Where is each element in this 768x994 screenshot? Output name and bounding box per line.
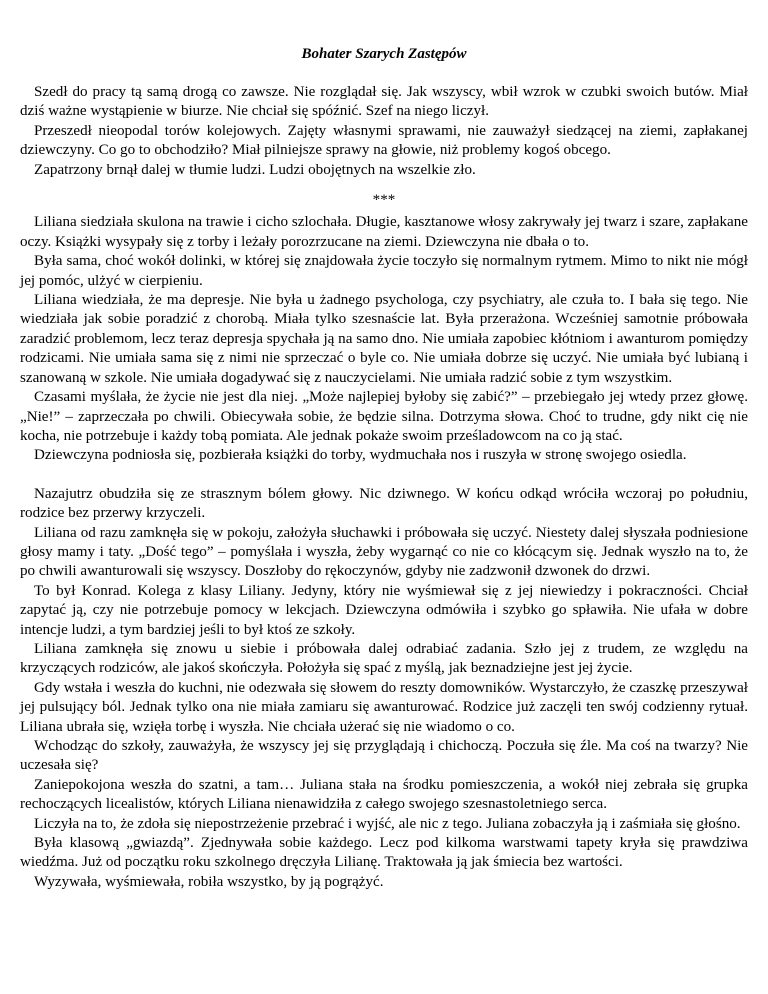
section-gap [20,466,748,485]
paragraph: Przeszedł nieopodal torów kolejowych. Zajęty własnymi sprawami, nie zauważył siedzącej na ziemi, zapłakanej dziewczyny. Co go to obchodziło? Miał pilniejsze sprawy na głowie, niż problemy kogoś obcego. [20,122,748,159]
paragraph: Szedł do pracy tą samą drogą co zawsze. Nie rozglądał się. Jak wszyscy, wbił wzrok w czubki swoich butów. Miał dziś ważne wystąpienie w biurze. Nie chciał się spóźnić. Szef na niego liczył. [20,84,748,120]
paragraph: Wyzywała, wyśmiewała, robiła wszystko, by ją pogrążyć. [34,873,384,890]
paragraph: Nazajutrz obudziła się ze strasznym bólem głowy. Nic dziwnego. W końcu odkąd wróciła wczoraj po południu, rodzice bez przerwy krzyczeli. [20,485,748,522]
paragraph: Liliana od razu zamknęła się w pokoju, założyła słuchawki i próbowała się uczyć. Niestety dalej słyszała podniesione głosy mamy i taty. „Dość tego” – pomyślała i wyszła, żeby wygarnąć co nie co kłócącym się. Jednak wyszło na to, że po chwili awanturowali się wszyscy. Doszłoby do rękoczynów, gdyby nie zadzwonił dzwonek do drzwi. [20,524,748,580]
paragraph: Była klasową „gwiazdą”. Zjednywała sobie każdego. Lecz pod kilkoma warstwami tapety kryła się prawdziwa wiedźma. Już od początku roku szkolnego dręczyła Lilianę. Traktowała ją jak śmiecia bez wartości. [20,835,748,871]
section-separator: *** [372,192,396,209]
paragraph: Była sama, choć wokół dolinki, w której się znajdowała życie toczyło się normalnym rytmem. Mimo to nikt nie mógł jej pomóc, ulżyć w cierpieniu. [20,253,748,289]
paragraph: Czasami myślała, że życie nie jest dla niej. „Może najlepiej byłoby się zabić?” – przebiegało jej wtedy przez głowę. „Nie!” – zaprzeczała po chwili. Obiecywała sobie, że będzie silna. Dotrzyma słowa. Choć to trudne, gdy nikt cię nie kocha, nie potrzebuje i każdy tobą pomiata. Ale jednak pokaże swoim prześladowcom na co ją stać. [20,389,748,444]
paragraph: Liliana siedziała skulona na trawie i cicho szlochała. Długie, kasztanowe włosy zakrywały jej twarz i szare, zapłakane oczy. Książki wysypały się z torby i leżały porozrzucane na ziemi. Dziewczyna nie dbała o to. [20,214,748,250]
paragraph: Liczyła na to, że zdoła się niepostrzeżenie przebrać i wyjść, ale nic z tego. Juliana zobaczyła ją i zaśmiała się głośno. [34,815,741,832]
paragraph: Gdy wstała i weszła do kuchni, nie odezwała się słowem do reszty domowników. Wystarczyło, że czaszkę przeszywał jej pulsujący ból. Jednak tylko ona nie miała zamiaru się awanturować. Rodzice już zaczęli ten swój codzienny rytuał. Liliana ubrała się, wzięła torbę i wyszła. Nie chciała użerać się nie wiadomo o co. [20,679,748,735]
paragraph: Zapatrzony brnął dalej w tłumie ludzi. Ludzi obojętnych na wszelkie zło. [34,161,476,178]
paragraph: Dziewczyna podniosła się, pozbierała książki do torby, wydmuchała nos i ruszyła w stronę swojego osiedla. [34,447,687,464]
paragraph: Zaniepokojona weszła do szatni, a tam… Juliana stała na środku pomieszczenia, a wokół niej zebrała się grupka rechoczących licealistów, których Liliana nienawidziła z całego swojego szesnastoletniego serca. [20,776,748,813]
document-title: Bohater Szarych Zastępów [301,46,467,62]
paragraph: To był Konrad. Kolega z klasy Liliany. Jedyny, który nie wyśmiewał się z jej niewiedzy i pokraczności. Chciał zapytać ją, czy nie potrzebuje pomocy w lekcjach. Dziewczyna odmówiła i szybko go spławiła. Nie ufała w dobre intencje ludzi, a tym bardziej jeśli to był ktoś ze szkoły. [20,582,748,638]
document-body [20,83,748,892]
paragraph: Liliana wiedziała, że ma depresje. Nie była u żadnego psychologa, czy psychiatry, ale czuła to. I bała się tego. Nie wiedziała jak sobie poradzić z chorobą. Miała tylko szesnaście lat. Była przerażona. Wcześniej samotnie próbowała zaradzić problemom, lecz teraz depresja spychała ją na samo dno. Nie umiała zapobiec kłótniom i awanturom pomiędzy rodzicami. Nie umiała sama się z nimi nie sprzeczać o byle co. Nie umiała dobrze się uczyć. Nie umiała być lubianą i szanowaną w szkole. Nie umiała dogadywać się z nauczycielami. Nie umiała radzić sobie z tym wszystkim. [20,292,748,386]
paragraph: Wchodząc do szkoły, zauważyła, że wszyscy jej się przyglądają i chichoczą. Poczuła się źle. Ma coś na twarzy? Nie uczesała się? [20,738,748,774]
paragraph: Liliana zamknęła się znowu u siebie i próbowała dalej odrabiać zadania. Szło jej z trudem, ze względu na krzyczących rodziców, ale jakoś skończyła. Położyła się spać z myślą, jak beznadziejne jest jej życie. [20,640,748,677]
